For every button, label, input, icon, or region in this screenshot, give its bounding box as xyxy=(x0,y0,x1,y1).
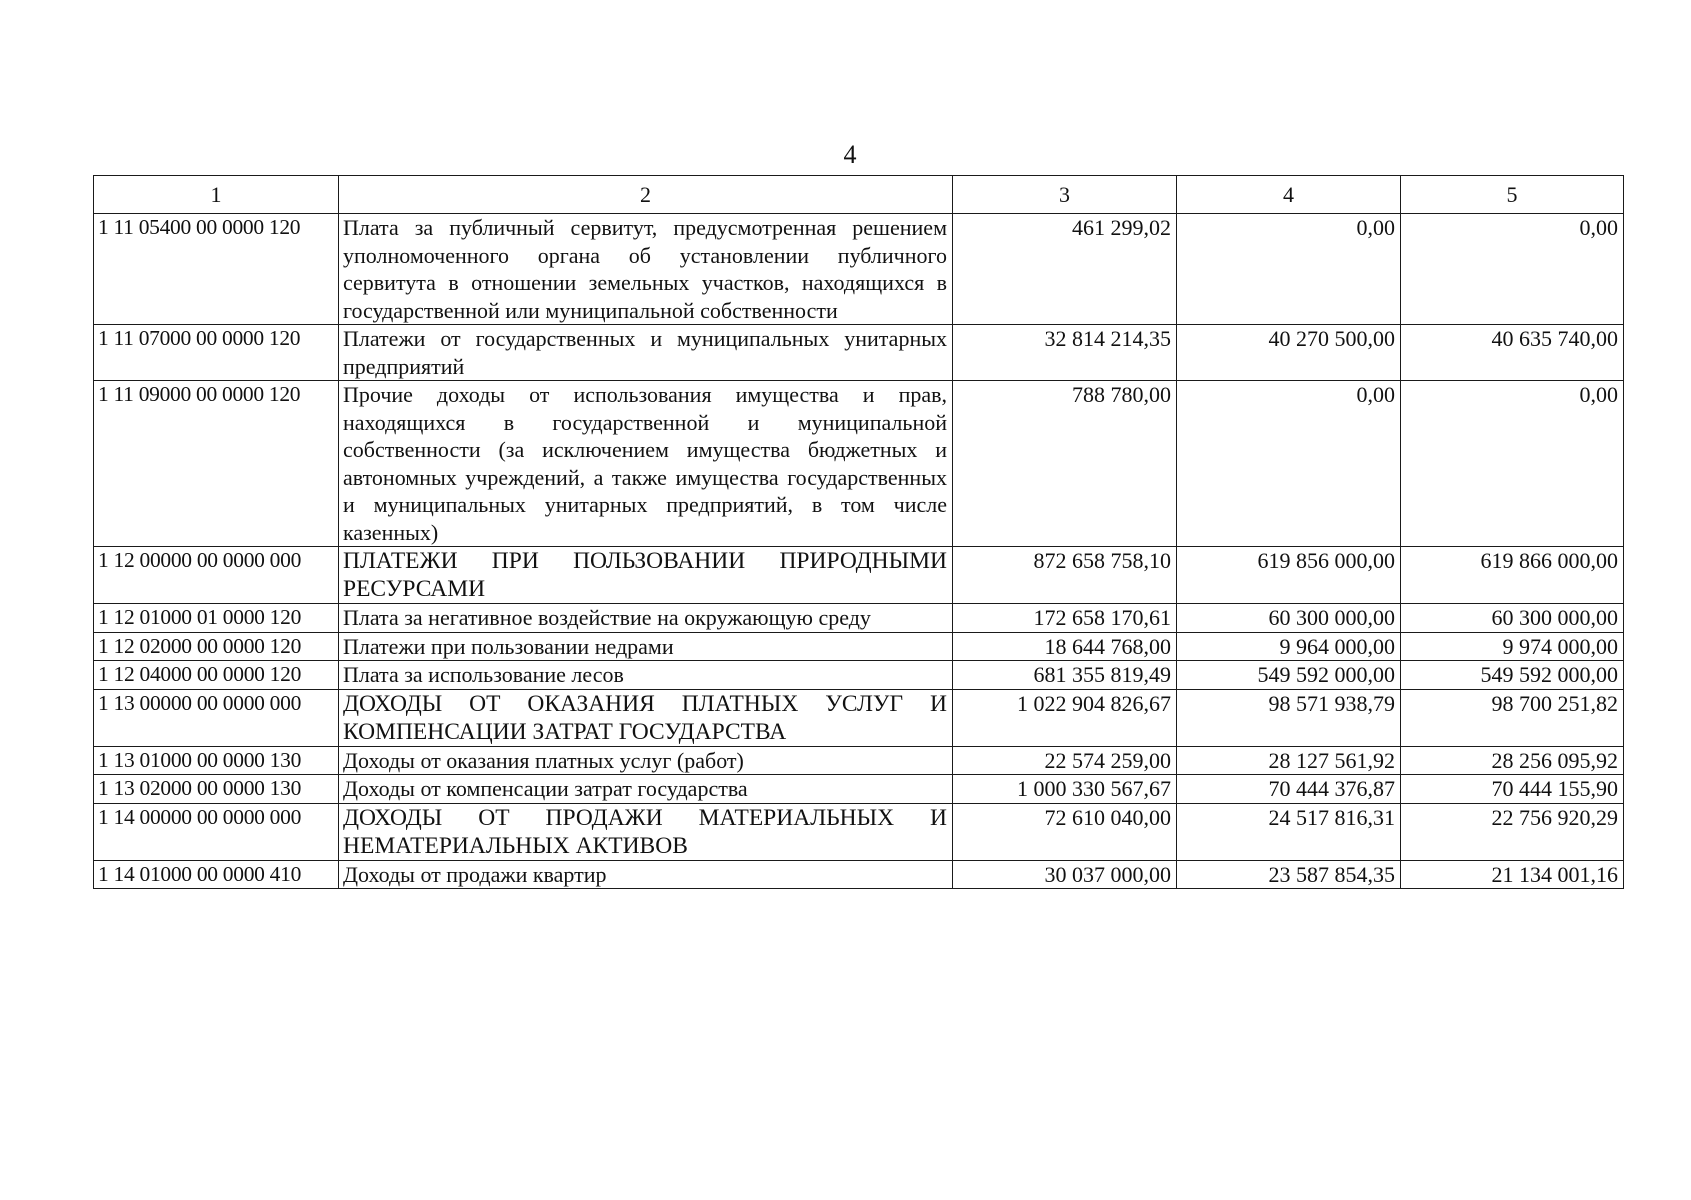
table-row xyxy=(94,604,1624,633)
revenue-name-cell: ДОХОДЫ ОТ ОКАЗАНИЯ ПЛАТНЫХ УСЛУГ И КОМПЕНСАЦИИ ЗАТРАТ ГОСУДАРСТВА xyxy=(339,689,953,746)
table-row xyxy=(94,775,1624,804)
amount-col3-cell: 461 299,02 xyxy=(953,214,1177,325)
budget-code-cell: 1 13 02000 00 0000 130 xyxy=(94,775,339,804)
amount-col4-cell: 24 517 816,31 xyxy=(1177,803,1401,860)
revenue-table xyxy=(93,175,1624,889)
column-header-4: 4 xyxy=(1177,176,1401,214)
table-row xyxy=(94,689,1624,746)
amount-col3-cell: 172 658 170,61 xyxy=(953,604,1177,633)
amount-col5-cell: 21 134 001,16 xyxy=(1401,860,1624,889)
budget-code-cell: 1 11 07000 00 0000 120 xyxy=(94,325,339,381)
budget-code-cell: 1 14 01000 00 0000 410 xyxy=(94,860,339,889)
amount-col3-cell: 872 658 758,10 xyxy=(953,547,1177,604)
page-number: 4 xyxy=(843,140,857,169)
amount-col5-cell: 40 635 740,00 xyxy=(1401,325,1624,381)
amount-col3-cell: 1 022 904 826,67 xyxy=(953,689,1177,746)
amount-col4-cell: 70 444 376,87 xyxy=(1177,775,1401,804)
revenue-name-cell: Платежи при пользовании недрами xyxy=(339,632,953,661)
revenue-name-cell: Доходы от компенсации затрат государства xyxy=(339,775,953,804)
table-row xyxy=(94,632,1624,661)
amount-col4-cell: 0,00 xyxy=(1177,381,1401,547)
table-body xyxy=(94,214,1624,889)
revenue-name-cell: Доходы от оказания платных услуг (работ) xyxy=(339,746,953,775)
amount-col4-cell: 98 571 938,79 xyxy=(1177,689,1401,746)
revenue-name-cell: ПЛАТЕЖИ ПРИ ПОЛЬЗОВАНИИ ПРИРОДНЫМИ РЕСУРСАМИ xyxy=(339,547,953,604)
amount-col3-cell: 18 644 768,00 xyxy=(953,632,1177,661)
amount-col4-cell: 60 300 000,00 xyxy=(1177,604,1401,633)
budget-code-cell: 1 11 05400 00 0000 120 xyxy=(94,214,339,325)
revenue-name-cell: Плата за публичный сервитут, предусмотренная решением уполномоченного органа об установлении публичного сервитута в отношении земельных участков, находящихся в государственной или муниципальной собственности xyxy=(339,214,953,325)
budget-code-cell: 1 12 01000 01 0000 120 xyxy=(94,604,339,633)
amount-col5-cell: 22 756 920,29 xyxy=(1401,803,1624,860)
amount-col5-cell: 70 444 155,90 xyxy=(1401,775,1624,804)
amount-col5-cell: 619 866 000,00 xyxy=(1401,547,1624,604)
amount-col5-cell: 28 256 095,92 xyxy=(1401,746,1624,775)
amount-col3-cell: 30 037 000,00 xyxy=(953,860,1177,889)
amount-col5-cell: 9 974 000,00 xyxy=(1401,632,1624,661)
column-header-2: 2 xyxy=(339,176,953,214)
budget-code-cell: 1 11 09000 00 0000 120 xyxy=(94,381,339,547)
amount-col3-cell: 72 610 040,00 xyxy=(953,803,1177,860)
revenue-name-cell: Доходы от продажи квартир xyxy=(339,860,953,889)
amount-col3-cell: 1 000 330 567,67 xyxy=(953,775,1177,804)
amount-col4-cell: 9 964 000,00 xyxy=(1177,632,1401,661)
revenue-name-cell: ДОХОДЫ ОТ ПРОДАЖИ МАТЕРИАЛЬНЫХ И НЕМАТЕРИАЛЬНЫХ АКТИВОВ xyxy=(339,803,953,860)
column-header-1: 1 xyxy=(94,176,339,214)
revenue-name-cell: Плата за использование лесов xyxy=(339,661,953,690)
table-row xyxy=(94,746,1624,775)
amount-col3-cell: 788 780,00 xyxy=(953,381,1177,547)
amount-col5-cell: 0,00 xyxy=(1401,214,1624,325)
table-row xyxy=(94,803,1624,860)
table-row xyxy=(94,661,1624,690)
amount-col3-cell: 681 355 819,49 xyxy=(953,661,1177,690)
amount-col5-cell: 98 700 251,82 xyxy=(1401,689,1624,746)
budget-code-cell: 1 13 00000 00 0000 000 xyxy=(94,689,339,746)
budget-code-cell: 1 12 00000 00 0000 000 xyxy=(94,547,339,604)
budget-code-cell: 1 12 04000 00 0000 120 xyxy=(94,661,339,690)
column-header-3: 3 xyxy=(953,176,1177,214)
amount-col4-cell: 40 270 500,00 xyxy=(1177,325,1401,381)
amount-col3-cell: 22 574 259,00 xyxy=(953,746,1177,775)
amount-col3-cell: 32 814 214,35 xyxy=(953,325,1177,381)
amount-col4-cell: 23 587 854,35 xyxy=(1177,860,1401,889)
budget-code-cell: 1 14 00000 00 0000 000 xyxy=(94,803,339,860)
revenue-name-cell: Платежи от государственных и муниципальных унитарных предприятий xyxy=(339,325,953,381)
amount-col5-cell: 0,00 xyxy=(1401,381,1624,547)
amount-col4-cell: 619 856 000,00 xyxy=(1177,547,1401,604)
table-header-row xyxy=(94,176,1624,214)
revenue-name-cell: Прочие доходы от использования имущества и прав, находящихся в государственной и муниципальной собственности (за исключением имущества бюджетных и автономных учреждений, а также имущества государственных и муниципальных унитарных предприятий, в том числе казенных) xyxy=(339,381,953,547)
table-row xyxy=(94,381,1624,547)
budget-code-cell: 1 12 02000 00 0000 120 xyxy=(94,632,339,661)
amount-col4-cell: 549 592 000,00 xyxy=(1177,661,1401,690)
revenue-name-cell: Плата за негативное воздействие на окружающую среду xyxy=(339,604,953,633)
amount-col4-cell: 0,00 xyxy=(1177,214,1401,325)
amount-col5-cell: 549 592 000,00 xyxy=(1401,661,1624,690)
column-header-5: 5 xyxy=(1401,176,1624,214)
amount-col4-cell: 28 127 561,92 xyxy=(1177,746,1401,775)
table-row xyxy=(94,214,1624,325)
budget-code-cell: 1 13 01000 00 0000 130 xyxy=(94,746,339,775)
table-row xyxy=(94,860,1624,889)
amount-col5-cell: 60 300 000,00 xyxy=(1401,604,1624,633)
table-row xyxy=(94,547,1624,604)
table-row xyxy=(94,325,1624,381)
